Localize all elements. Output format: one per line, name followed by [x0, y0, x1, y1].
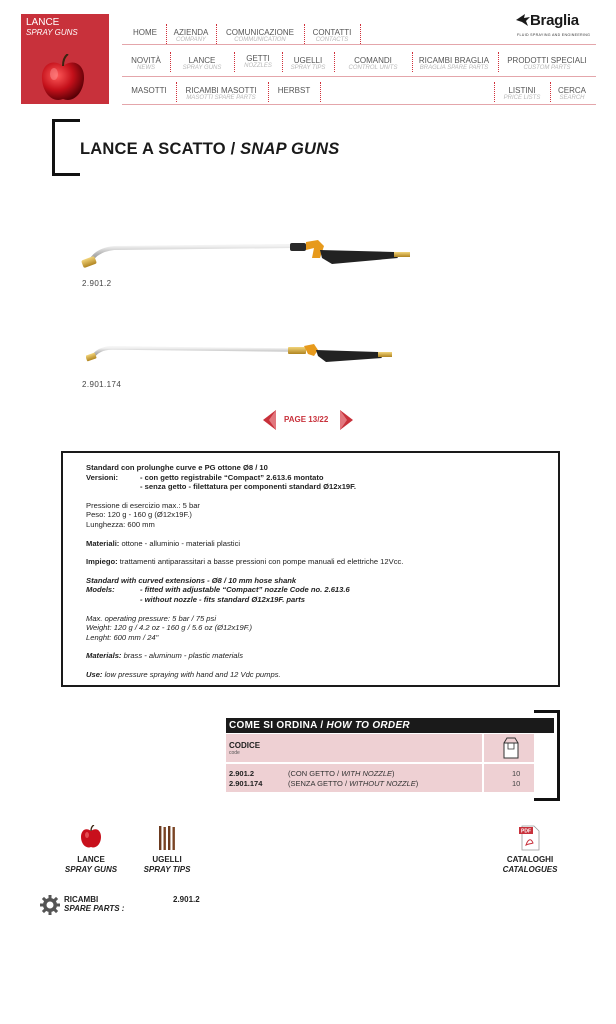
- prev-page-arrow-icon[interactable]: [263, 410, 277, 430]
- nav-divider: [170, 52, 171, 72]
- nav-divider: [176, 82, 177, 102]
- nav-divider: [268, 82, 269, 102]
- nav-novita[interactable]: NOVITÀ NEWS: [131, 56, 161, 71]
- title-bracket: [52, 119, 80, 176]
- section-logo[interactable]: [21, 14, 109, 104]
- nav-masotti[interactable]: MASOTTI: [131, 86, 167, 95]
- page-indicator: PAGE 13/22: [284, 415, 329, 424]
- link-catalogues[interactable]: PDF CATALOGHI CATALOGUES: [497, 825, 563, 875]
- product-image-snap-gun-without-nozzle: [86, 338, 396, 370]
- nav-divider: [412, 52, 413, 72]
- nav-prodotti-speciali[interactable]: PRODOTTI SPECIALI CUSTOM PARTS: [507, 56, 587, 71]
- nav-ugelli[interactable]: UGELLI SPRAY TIPS: [290, 56, 326, 71]
- nav-divider: [498, 52, 499, 72]
- nav-divider: [234, 52, 235, 72]
- nav-divider: [360, 24, 361, 44]
- spare-part-link[interactable]: 2.901.2: [173, 895, 200, 904]
- bird-icon: [516, 14, 530, 26]
- nav-lance[interactable]: LANCE SPRAY GUNS: [182, 56, 222, 71]
- section-subtitle: SPRAY GUNS: [26, 28, 78, 37]
- nav-comandi[interactable]: COMANDI CONTROL UNITS: [348, 56, 398, 71]
- nav-divider: [320, 82, 321, 102]
- product-code: 2.901.2: [82, 279, 112, 288]
- apple-icon: [39, 54, 87, 104]
- nav-herbst[interactable]: HERBST: [277, 86, 311, 95]
- box-icon: [502, 737, 520, 759]
- nav-divider: [216, 24, 217, 44]
- link-ugelli[interactable]: UGELLI SPRAY TIPS: [138, 825, 196, 875]
- nav-divider: [494, 82, 495, 102]
- nav-cerca[interactable]: CERCA SEARCH: [557, 86, 586, 101]
- gear-icon: [40, 895, 60, 915]
- nav-rule: [122, 76, 596, 77]
- nav-rule: [122, 44, 596, 45]
- product-code: 2.901.174: [82, 380, 122, 389]
- order-heading: COME SI ORDINA / HOW TO ORDER: [226, 718, 554, 733]
- nav-divider: [334, 52, 335, 72]
- link-lance[interactable]: LANCE SPRAY GUNS: [60, 825, 122, 875]
- nav-comunicazione[interactable]: COMUNICAZIONE COMMUNICATION: [226, 28, 294, 43]
- nav-home[interactable]: HOME: [133, 28, 157, 37]
- quantity: 10: [512, 769, 521, 778]
- pdf-icon: [519, 825, 541, 851]
- package-quantities: [484, 764, 534, 792]
- package-header: [484, 734, 534, 762]
- quantity: 10: [512, 779, 521, 788]
- order-table: 2.901.2 (CON GETTO / WITH NOZZLE) 2.901.174 (SENZA GETTO / WITHOUT NOZZLE): [226, 764, 482, 792]
- nav-divider: [166, 24, 167, 44]
- next-page-arrow-icon[interactable]: [339, 410, 353, 430]
- nav-listini[interactable]: LISTINI PRICE LISTS: [503, 86, 541, 101]
- nav-contatti[interactable]: CONTATTI CONTACTS: [312, 28, 352, 43]
- svg-text:PDF: PDF: [521, 828, 531, 835]
- nav-azienda[interactable]: AZIENDA COMPANY: [173, 28, 209, 43]
- order-code-header: CODICE code: [226, 734, 482, 762]
- page-title: LANCE A SCATTO / SNAP GUNS: [80, 140, 340, 158]
- pager: [263, 410, 355, 430]
- nav-ricambi-masotti[interactable]: RICAMBI MASOTTI MASOTTI SPARE PARTS: [185, 86, 257, 101]
- nav-getti[interactable]: GETTI NOZZLES: [244, 54, 272, 69]
- nav-divider: [304, 24, 305, 44]
- brand-tagline: FLUID SPRAYING AND ENGINEERING: [517, 33, 591, 37]
- product-description: Standard con prolunghe curve e PG ottone Ø8 / 10 Versioni: - con getto registrabile “Compact” 2.613.6 montato - senza getto - filettatura per componenti standard Ø12x19F. Pressione di esercizio max.: 5 bar Peso: 120 g - 160 g (Ø12x19F.) Lunghezza: 600 mm Materiali: ottone - alluminio - materiali plastici Impiego: trattamenti antiparassitari a basse pressioni con pompe manuali ed elettriche 12Vcc. Standard with curved extensions - Ø8 / 10 mm hose shank Models: - fitted with adjustable “Compact” nozzle Code no. 2.613.6 - without nozzle - fits standard Ø12x19F. parts Max. operating pressure: 5 bar / 75 psi Weight: 120 g / 4.2 oz - 160 g / 5.6 oz (Ø12x19F.) Lenght: 600 mm / 24" Materials: brass - aluminum - plastic materials Use: low pressure spraying with hand and 12 Vdc pumps.: [61, 451, 560, 687]
- spray-tips-icon: [157, 825, 177, 851]
- brand-logo[interactable]: [512, 12, 600, 40]
- apple-icon: [80, 825, 102, 849]
- section-title: LANCE: [26, 17, 60, 28]
- product-image-snap-gun-with-nozzle: [80, 236, 414, 274]
- nav-rule: [122, 104, 596, 105]
- brand-name: Braglia: [530, 12, 579, 29]
- nav-divider: [550, 82, 551, 102]
- nav-divider: [282, 52, 283, 72]
- nav-ricambi-braglia[interactable]: RICAMBI BRAGLIA BRAGLIA SPARE PARTS: [418, 56, 490, 71]
